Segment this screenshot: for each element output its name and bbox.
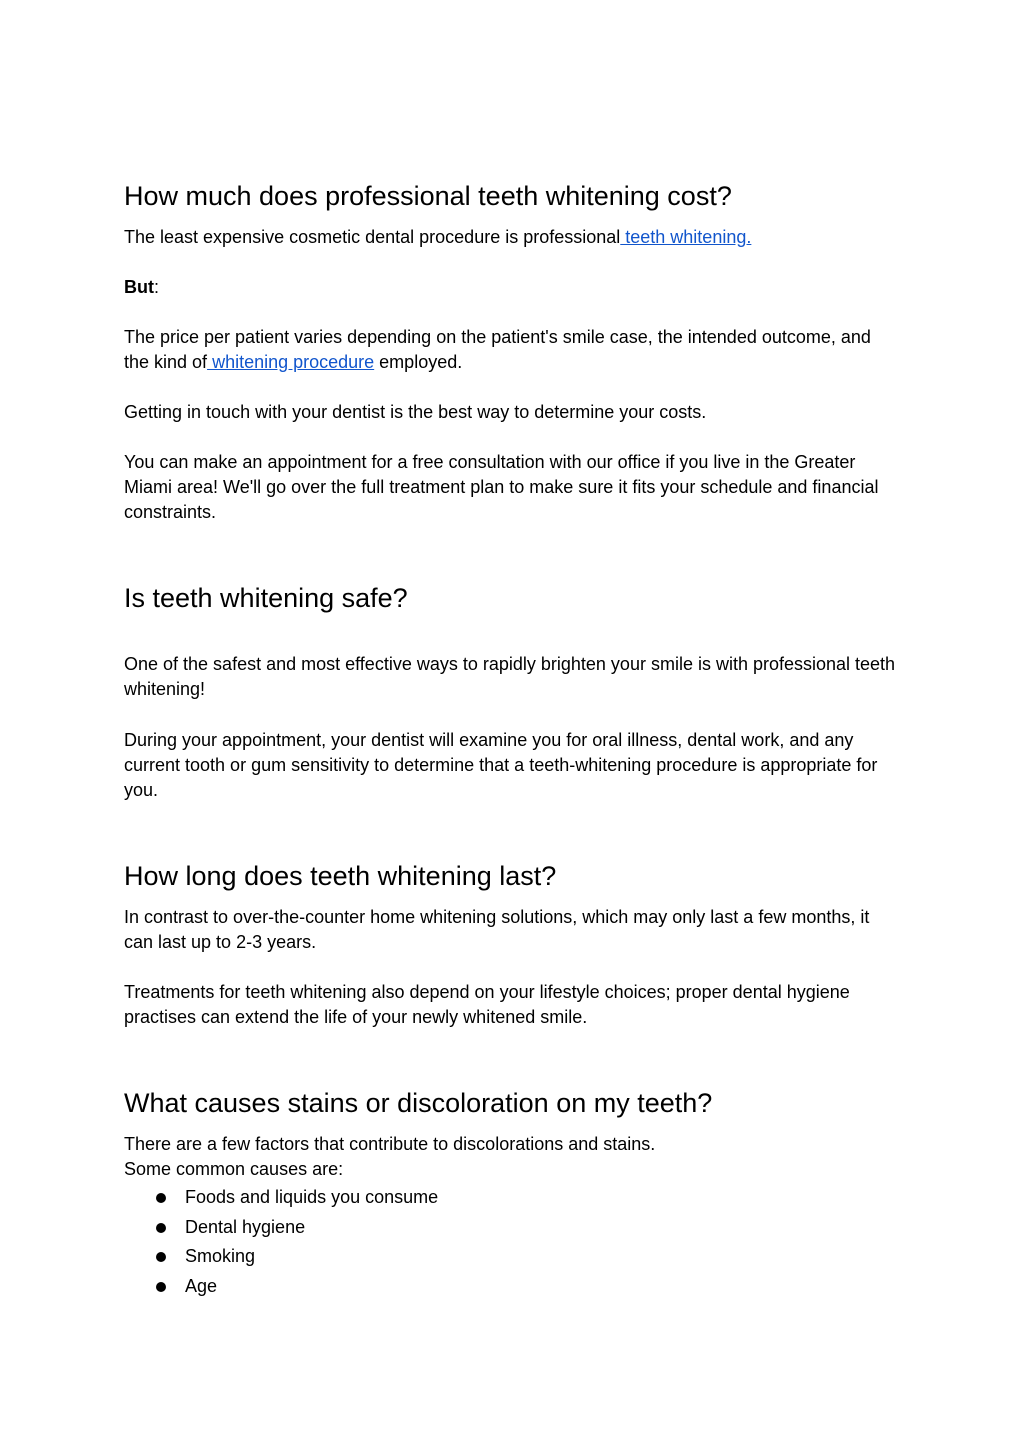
paragraph-but bbox=[124, 275, 899, 300]
link-whitening-procedure[interactable]: whitening procedure bbox=[207, 352, 375, 372]
heading-cost: How much does professional teeth whitening cost? bbox=[124, 181, 732, 211]
paragraph-causes-2: Some common causes are: bbox=[124, 1159, 344, 1179]
bullet-icon bbox=[156, 1282, 166, 1292]
link-teeth-whitening[interactable]: teeth whitening. bbox=[620, 227, 752, 247]
list-item-label: Foods and liquids you consume bbox=[185, 1187, 439, 1207]
list-item-label: Age bbox=[185, 1275, 218, 1296]
paragraph-causes-1: There are a few factors that contribute to discolorations and stains. bbox=[124, 1134, 656, 1154]
list-item-label: Smoking bbox=[185, 1246, 256, 1266]
but-label: But bbox=[124, 277, 154, 297]
paragraph-text: The least expensive cosmetic dental procedure is professional bbox=[124, 227, 621, 247]
bullet-icon bbox=[156, 1193, 166, 1203]
list-item bbox=[124, 1244, 438, 1274]
paragraph-price bbox=[124, 325, 899, 375]
list-item bbox=[124, 1185, 438, 1215]
bullet-icon bbox=[156, 1252, 166, 1262]
causes-list bbox=[124, 1185, 438, 1303]
paragraph-text: The price per patient varies depending on the patient's smile case, the intended outcome, and the kind of bbox=[124, 327, 871, 372]
heading-last: How long does teeth whitening last? bbox=[124, 861, 557, 891]
heading-causes: What causes stains or discoloration on my teeth? bbox=[124, 1088, 713, 1118]
paragraph-text: employed. bbox=[374, 352, 463, 372]
list-item bbox=[124, 1215, 438, 1245]
paragraph-appointment: You can make an appointment for a free consultation with our office if you live in the Greater Miami area! We'll go over the full treatment plan to make sure it fits your schedule and financial constraints. bbox=[124, 452, 879, 522]
paragraph-cost-intro bbox=[124, 225, 899, 250]
list-item bbox=[124, 1274, 438, 1304]
but-colon: : bbox=[154, 277, 160, 297]
heading-safe: Is teeth whitening safe? bbox=[124, 583, 408, 613]
paragraph-last-2: Treatments for teeth whitening also depend on your lifestyle choices; proper dental hygiene practises can extend the life of your newly whitened smile. bbox=[124, 982, 850, 1027]
bullet-icon bbox=[156, 1223, 166, 1233]
paragraph-contact: Getting in touch with your dentist is the best way to determine your costs. bbox=[124, 402, 707, 422]
paragraph-safe-1: One of the safest and most effective ways to rapidly brighten your smile is with professional teeth whitening! bbox=[124, 654, 896, 699]
list-item-label: Dental hygiene bbox=[185, 1216, 306, 1237]
paragraph-safe-2: During your appointment, your dentist will examine you for oral illness, dental work, and any current tooth or gum sensitivity to determine that a teeth-whitening procedure is appropriate for you. bbox=[124, 730, 878, 800]
paragraph-last-1: In contrast to over-the-counter home whitening solutions, which may only last a few months, it can last up to 2-3 years. bbox=[124, 907, 870, 952]
